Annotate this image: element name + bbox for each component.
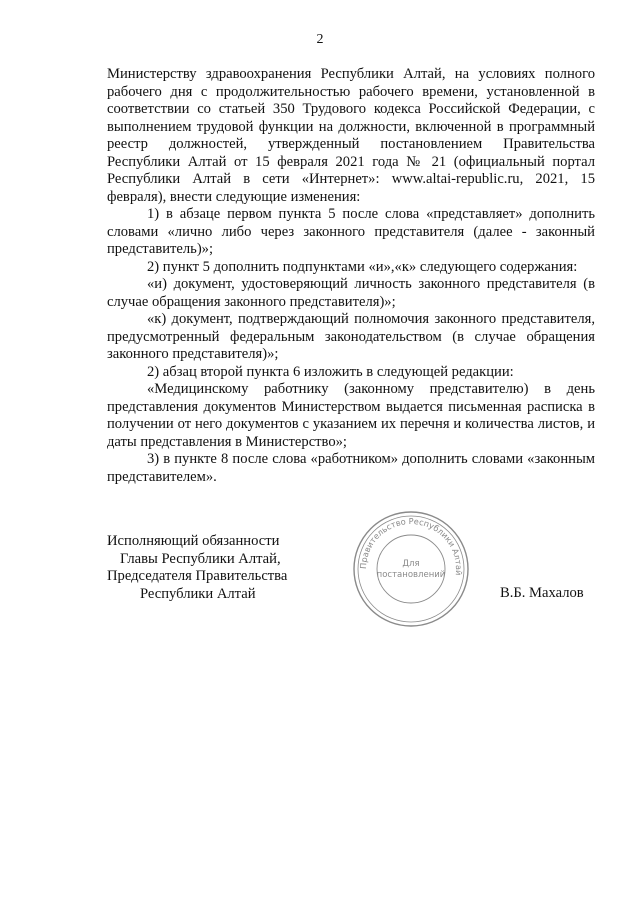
official-seal [352,510,470,628]
paragraph-item-3: 3) в пункте 8 после слова «работником» дополнить словами «законным представителем». [107,451,595,485]
paragraph-subitem-i: «и) документ, удостоверяющий личность законного представителя (в случае обращения законного представителя)»; [107,276,595,310]
signatory-title-line: Исполняющий обязанности [107,533,280,549]
paragraph-intro: Министерству здравоохранения Республики Алтай, на условиях полного рабочего дня с продолжительностью рабочего времени, установленной в соответствии со статьей 350 Трудового кодекса Российской Федерации, с выполнением трудовой функции на должности, включенной в программный реестр должностей, утвержденный постановлением Правительства Республики Алтай от 15 февраля 2021 года № 21 (официальный портал Республики Алтай в сети «Интернет»: www.altai-republic.ru, 2021, 15 февраля), внести следующие изменения: [107,66,595,205]
signatory-name: В.Б. Махалов [500,585,584,601]
document-body [107,66,595,486]
paragraph-subitem-k: «к) документ, подтверждающий полномочия законного представителя, предусмотренный федеральным законодательством (в случае обращения законного представителя)»; [107,311,595,362]
paragraph-quote: «Медицинскому работнику (законному представителю) в день представления документов Министерством выдается письменная расписка в получении от него документов с указанием их перечня и количества листов, и даты представления в Министерство»; [107,381,595,450]
signatory-title-line: Председателя Правительства [107,568,288,584]
signatory-title-line: Республики Алтай [140,585,256,602]
signatory-title [107,533,287,603]
seal-ring-text: Правительство Республики Алтай [357,515,465,576]
paragraph-item-1: 1) в абзаце первом пункта 5 после слова «представляет» дополнить словами «лично либо через законного представителя (далее - законный представитель)»; [107,206,595,257]
page-number: 2 [316,32,324,47]
signatory-title-line: Главы Республики Алтай, [120,550,281,567]
seal-center-line: постановлений [376,570,446,580]
seal-center-line: Для [402,559,420,569]
paragraph-item-2b: 2) абзац второй пункта 6 изложить в следующей редакции: [147,363,514,380]
paragraph-item-2: 2) пункт 5 дополнить подпунктами «и»,«к» следующего содержания: [147,258,578,275]
